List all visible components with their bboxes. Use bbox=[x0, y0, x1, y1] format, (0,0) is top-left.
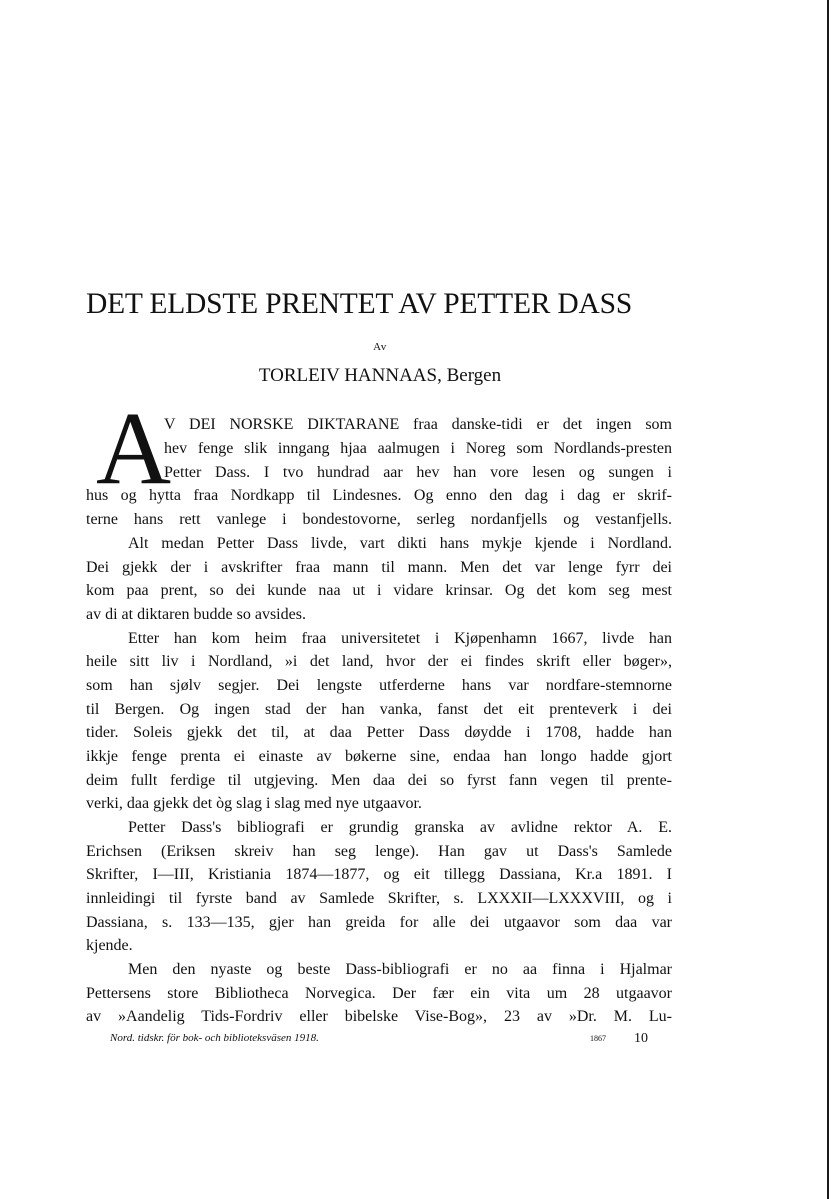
body-line: av »Aandelig Tids-Fordriv eller bibelske Vise-Bog», 23 av »Dr. M. Lu- bbox=[86, 1008, 672, 1025]
body-line: innleidingi til fyrste band av Samlede Skrifter, s. LXXXII—LXXXVIII, og i bbox=[86, 890, 672, 907]
body-line: terne hans rett vanlege i bondestovorne, serleg nordanfjells og vestanfjells. bbox=[86, 511, 672, 528]
body-line: kjende. bbox=[86, 937, 133, 954]
body-line: Alt medan Petter Dass livde, vart dikti hans mykje kjende i Nordland. bbox=[128, 535, 672, 552]
journal-footer: Nord. tidskr. för bok- och biblioteksväsen 1918. bbox=[110, 1032, 319, 1044]
body-line: til Bergen. Og ingen stad der han vanka, fanst det eit prenteverk i dei bbox=[86, 701, 672, 718]
page-number: 10 bbox=[634, 1031, 648, 1046]
body-line: hus og hytta fraa Nordkapp til Lindesnes. Og enno den dag i dag er skrif- bbox=[86, 487, 672, 504]
article-title: DET ELDSTE PRENTET AV PETTER DASS bbox=[86, 288, 633, 320]
body-line: Dei gjekk der i avskrifter fraa mann til mann. Men det var lenge fyrr dei bbox=[86, 559, 672, 576]
body-line: Petter Dass. I tvo hundrad aar hev han vore lesen og sungen i bbox=[164, 464, 672, 481]
body-line: hev fenge slik inngang hjaa aalmugen i Noreg som Nordlands-presten bbox=[164, 440, 672, 457]
printer-signature: 1867 bbox=[590, 1034, 606, 1043]
body-line: Men den nyaste og beste Dass-bibliografi er no aa finna i Hjalmar bbox=[128, 961, 672, 978]
body-line: som han sjølv segjer. Dei lengste utferderne hans var nordfare-stemnorne bbox=[86, 677, 672, 694]
body-line: Dassiana, s. 133—135, gjer han greida for alle dei utgaavor som daa var bbox=[86, 914, 672, 931]
body-line: verki, daa gjekk det òg slag i slag med nye utgaavor. bbox=[86, 795, 422, 812]
author-line: TORLEIV HANNAAS, Bergen bbox=[258, 365, 502, 386]
body-line: Skrifter, I—III, Kristiania 1874—1877, og eit tillegg Dassiana, Kr.a 1891. I bbox=[86, 866, 672, 883]
body-line: tider. Soleis gjekk det til, at daa Petter Dass døydde i 1708, hadde han bbox=[86, 724, 672, 741]
body-line: deim fullt ferdige til utgjeving. Men daa dei so fyrst fann vegen til prente- bbox=[86, 772, 672, 789]
body-line: heile sitt liv i Nordland, »i det land, hvor der ei findes skrift eller bøger», bbox=[86, 653, 672, 670]
scan-edge bbox=[827, 0, 829, 1199]
body-line: V DEI NORSKE DIKTARANE fraa danske-tidi er det ingen som bbox=[164, 416, 672, 433]
body-line: Erichsen (Eriksen skreiv han seg lenge). Han gav ut Dass's Samlede bbox=[86, 843, 672, 860]
byline-prefix: Av bbox=[373, 341, 387, 353]
body-line: ikkje fenge prenta ei einaste av bøkerne sine, endaa han longo hadde gjort bbox=[86, 748, 672, 765]
body-line: kom paa prent, so dei kunde naa ut i vidare krinsar. Og det kom seg mest bbox=[86, 582, 672, 599]
body-line: av di at diktaren budde so avsides. bbox=[86, 606, 306, 623]
drop-cap: A bbox=[96, 391, 172, 506]
body-line: Etter han kom heim fraa universitetet i Kjøpenhamn 1667, livde han bbox=[128, 630, 672, 647]
body-line: Pettersens store Bibliotheca Norvegica. Der fær ein vita um 28 utgaavor bbox=[86, 985, 672, 1002]
body-line: Petter Dass's bibliografi er grundig granska av avlidne rektor A. E. bbox=[128, 819, 672, 836]
